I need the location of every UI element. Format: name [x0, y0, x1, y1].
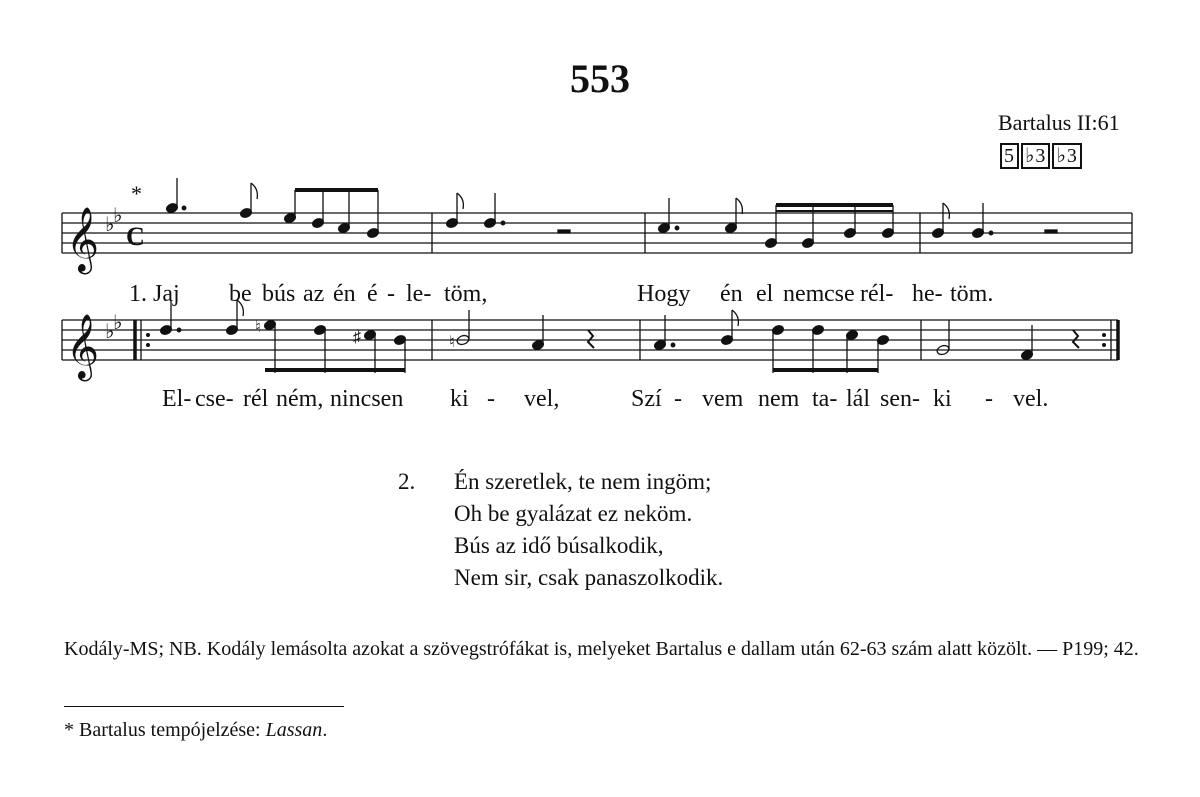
lyric-syllable: le- — [406, 281, 432, 307]
stanza-number: 2. — [398, 469, 416, 494]
footnote-prefix: * Bartalus tempójelzése: — [64, 719, 266, 741]
flat-icon: ♭ — [113, 312, 123, 334]
source-reference: Bartalus II:61 — [998, 110, 1120, 135]
lyric-syllable: cse- — [195, 386, 234, 412]
stanza-line: Bús az idő búsalkodik, — [454, 533, 664, 558]
flat-icon: ♭ — [105, 214, 115, 236]
tone-code-box-3: ♭3 — [1052, 143, 1081, 169]
lyric-syllable: nem — [758, 386, 800, 412]
lyric-syllable: vel. — [1013, 386, 1049, 412]
lyric-syllable: nem — [783, 281, 825, 307]
lyric-syllable: ném, — [276, 386, 324, 412]
common-time-icon: C — [126, 222, 145, 251]
lyrics-system-2 — [162, 386, 1048, 412]
notes-measure-5 — [159, 300, 406, 373]
lyric-syllable: Hogy — [637, 281, 691, 307]
lyric-syllable: ki — [450, 386, 469, 412]
lyric-hyphen: - — [487, 386, 495, 412]
flat-icon: ♭ — [113, 205, 123, 227]
lyric-hyphen: - — [674, 386, 682, 412]
lyric-hyphen: - — [387, 281, 395, 307]
tone-code-box-2: ♭3 — [1021, 143, 1050, 169]
music-score — [0, 170, 1200, 420]
stanza-lines — [454, 466, 723, 594]
footnote-suffix: . — [322, 719, 328, 741]
stanza-line: Nem sir, csak panaszolkodik. — [454, 565, 724, 590]
lyric-hyphen: - — [985, 386, 993, 412]
lyric-syllable: töm. — [950, 281, 994, 307]
lyric-syllable: Szí — [631, 386, 662, 412]
lyric-syllable: sen- — [880, 386, 920, 412]
lyric-syllable: vel, — [524, 386, 560, 412]
lyric-syllable: é — [367, 281, 378, 307]
lyric-syllable: ta- — [812, 386, 838, 412]
svg-text:♮: ♮ — [255, 319, 261, 336]
lyric-syllable: 1. Jaj — [129, 281, 180, 307]
tempo-asterisk: * — [131, 181, 142, 206]
lyric-syllable: nincsen — [330, 386, 404, 412]
lyrics-system-1 — [129, 281, 993, 307]
lyric-syllable: el — [756, 281, 774, 307]
song-number: 553 — [570, 56, 630, 101]
lyric-syllable: rél — [243, 386, 269, 412]
lyric-syllable: rél- — [860, 281, 894, 307]
lyric-syllable: cse — [824, 281, 855, 307]
svg-text:♯: ♯ — [353, 329, 361, 346]
treble-clef-icon: 𝄞 — [66, 209, 100, 271]
footnote-divider — [64, 706, 344, 707]
tone-code-box-1: 5 — [1000, 143, 1019, 169]
treble-clef-icon: 𝄞 — [66, 316, 100, 378]
stanza-line: Én szeretlek, te nem ingöm; — [454, 469, 712, 494]
stanza-line: Oh be gyalázat ez neköm. — [454, 501, 693, 526]
flat-icon: ♭ — [105, 321, 115, 343]
lyric-syllable: bús — [262, 281, 296, 307]
tone-code — [1000, 143, 1084, 169]
lyric-syllable: he- — [912, 281, 943, 307]
svg-text:♮: ♮ — [449, 334, 455, 351]
lyric-syllable: én — [333, 281, 356, 307]
staff-system-1 — [62, 213, 1132, 253]
footnote-tempo: Lassan — [265, 719, 323, 741]
lyric-syllable: ki — [933, 386, 952, 412]
lyric-syllable: vem — [702, 386, 744, 412]
footnote — [64, 719, 327, 742]
lyric-syllable: én — [720, 281, 743, 307]
lyric-syllable: lál — [846, 386, 870, 412]
lyric-syllable: töm, — [444, 281, 488, 307]
lyric-syllable: az — [303, 281, 325, 307]
source-note: Kodály-MS; NB. Kodály lemásolta azokat a szövegstrófákat is, melyeket Bartalus e dallam után 62-63 szám alatt közölt. — P199; 42. — [64, 638, 1139, 660]
lyric-syllable: be — [229, 281, 252, 307]
notes-measure-1 — [165, 178, 379, 239]
lyric-syllable: El- — [162, 386, 192, 412]
